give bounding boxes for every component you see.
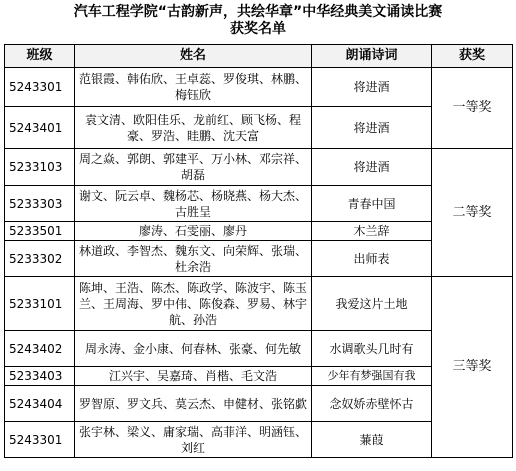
names-cell: 江兴宇、吴嘉琦、肖楷、毛文浩 bbox=[75, 367, 312, 386]
table-header-row bbox=[5, 45, 513, 68]
names-cell: 周永涛、金小康、何春林、张豪、何先敏 bbox=[75, 331, 312, 367]
header-names: 姓名 bbox=[75, 45, 312, 68]
poem-cell: 蒹葭 bbox=[312, 422, 432, 458]
names-cell: 罗智原、罗文兵、莫云杰、申健材、张铭歔 bbox=[75, 386, 312, 422]
poem-cell: 将进酒 bbox=[312, 68, 432, 107]
poem-cell: 将进酒 bbox=[312, 149, 432, 186]
award-cell-third: 三等奖 bbox=[432, 277, 513, 458]
names-cell: 廖涛、石雯丽、廖丹 bbox=[75, 222, 312, 241]
names-cell: 范银霞、韩佑欣、王卓蕊、罗俊琪、林鹏、梅钰欣 bbox=[75, 68, 312, 107]
names-cell: 袁文清、欧阳佳乐、龙前红、顾飞杨、程豪、罗浩、眭鹏、沈天富 bbox=[75, 107, 312, 149]
class-cell: 5233103 bbox=[5, 149, 75, 186]
poem-cell: 我爱这片土地 bbox=[312, 277, 432, 331]
poem-cell: 木兰辞 bbox=[312, 222, 432, 241]
table-row bbox=[5, 149, 513, 186]
table-row bbox=[5, 68, 513, 107]
header-award: 获奖 bbox=[432, 45, 513, 68]
names-cell: 周之焱、郭朗、郭建平、万小林、邓宗祥、胡磊 bbox=[75, 149, 312, 186]
poem-cell: 出师表 bbox=[312, 241, 432, 277]
header-poem: 朗诵诗词 bbox=[312, 45, 432, 68]
class-cell: 5243301 bbox=[5, 68, 75, 107]
poem-cell: 青春中国 bbox=[312, 186, 432, 222]
poem-cell: 水调歌头几时有 bbox=[312, 331, 432, 367]
class-cell: 5243301 bbox=[5, 422, 75, 458]
award-table bbox=[4, 44, 513, 458]
names-cell: 陈坤、王浩、陈杰、陈政学、陈波宇、陈玉兰、王周海、罗中伟、陈俊森、罗易、林宇航、孙浩 bbox=[75, 277, 312, 331]
poem-cell: 少年有梦强国有我 bbox=[312, 367, 432, 386]
names-cell: 张宇林、梁义、庸家瑞、高菲洋、明涵钰、刘红 bbox=[75, 422, 312, 458]
class-cell: 5233403 bbox=[5, 367, 75, 386]
table-row bbox=[5, 277, 513, 331]
poem-cell: 念奴娇赤壁怀古 bbox=[312, 386, 432, 422]
class-cell: 5243404 bbox=[5, 386, 75, 422]
award-cell-first: 一等奖 bbox=[432, 68, 513, 149]
class-cell: 5233501 bbox=[5, 222, 75, 241]
class-cell: 5233101 bbox=[5, 277, 75, 331]
title-line-2: 获奖名单 bbox=[230, 21, 286, 37]
class-cell: 5243401 bbox=[5, 107, 75, 149]
names-cell: 林道政、李智杰、魏东文、向荣辉、张瑞、杜余浩 bbox=[75, 241, 312, 277]
document-title bbox=[0, 4, 516, 38]
class-cell: 5233302 bbox=[5, 241, 75, 277]
class-cell: 5243402 bbox=[5, 331, 75, 367]
award-cell-second: 二等奖 bbox=[432, 149, 513, 277]
header-class: 班级 bbox=[5, 45, 75, 68]
poem-cell: 将进酒 bbox=[312, 107, 432, 149]
title-line-1: 汽车工程学院“古韵新声，共绘华章”中华经典美文诵读比赛 bbox=[73, 4, 443, 20]
names-cell: 谢文、阮云卓、魏杨芯、杨晓燕、杨大杰、古胜呈 bbox=[75, 186, 312, 222]
class-cell: 5233303 bbox=[5, 186, 75, 222]
